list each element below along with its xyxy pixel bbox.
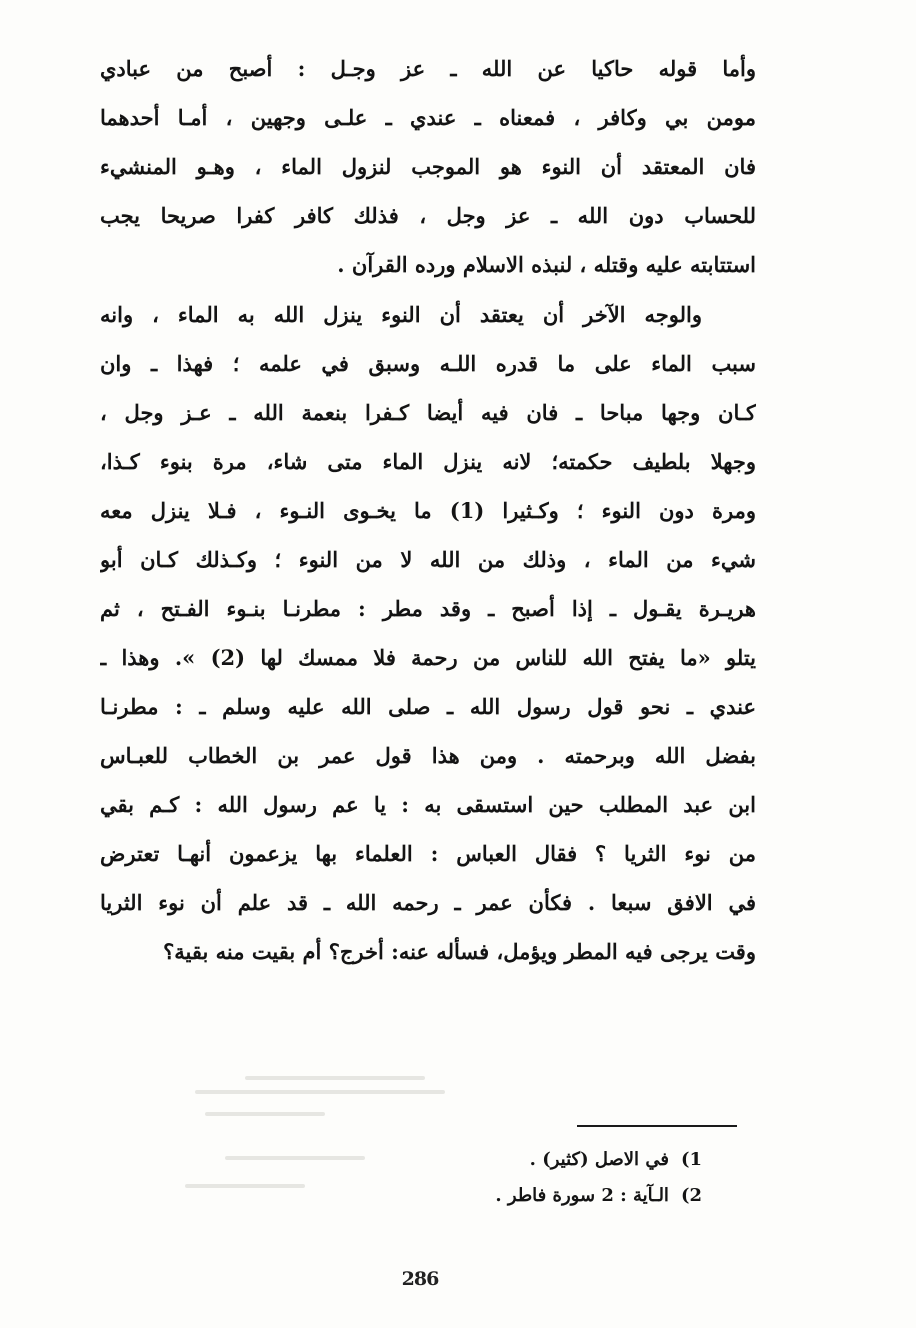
footnote-text: في الاصل (كثير) .: [529, 1149, 669, 1170]
text-line: ابن عبد المطلب حين استسقى به : يا عم رسول الله : كـم بقي: [100, 792, 756, 817]
footnote-number: 1): [680, 1149, 702, 1170]
text-line: سبب الماء على ما قدره اللـه وسبق في علمه ؛ فهذا ـ وان: [100, 351, 756, 376]
text-line: وجهلا بلطيف حكمته؛ لانه ينزل الماء متى شاء، مرة بنوء كـذا،: [100, 449, 756, 474]
text-line: كـان وجها مباحا ـ فان فيه أيضا كـفرا بنعمة الله ـ عـز وجل ،: [100, 400, 756, 425]
text-line: والوجه الآخر أن يعتقد أن النوء ينزل الله به الماء ، وانه: [100, 302, 702, 327]
text-line: وأما قوله حاكيا عن الله ـ عز وجـل : أصبح من عبادي: [100, 56, 756, 81]
text-line: استتابته عليه وقتله ، لنبذه الاسلام ورده القرآن .: [337, 252, 756, 277]
footnote-1: [420, 1142, 702, 1178]
text-line: ومرة دون النوء ؛ وكـثيرا (1) ما يخـوى النـوء ، فـلا ينزل معه: [100, 498, 756, 523]
footnote-text: الـآية : 2 سورة فاطر .: [495, 1185, 669, 1206]
text-line: للحساب دون الله ـ عز وجل ، فذلك كافر كفرا صريحا يجب: [100, 203, 756, 228]
text-line: عندي ـ نحو قول رسول الله ـ صلى الله عليه وسلم ـ : مطرنـا: [100, 694, 756, 719]
text-line: مومن بي وكافر ، فمعناه ـ عندي ـ علـى وجهين ، أمـا أحدهما: [100, 105, 756, 130]
text-line: فان المعتقد أن النوء هو الموجب لنزول الماء ، وهـو المنشيء: [100, 154, 756, 179]
footnote-separator: [577, 1125, 737, 1127]
page-number: 286: [401, 1268, 439, 1290]
footnote-2: [420, 1178, 702, 1214]
text-line: بفضل الله وبرحمته . ومن هذا قول عمر بن الخطاب للعبـاس: [100, 743, 756, 768]
text-line: يتلو «ما يفتح الله للناس من رحمة فلا ممسك لها (2) ». وهذا ـ: [100, 645, 756, 670]
footnotes: [420, 1142, 702, 1214]
text-line: من نوء الثريا ؟ فقال العباس : العلماء بها يزعمون أنهـا تعترض: [100, 841, 756, 866]
text-line: هريـرة يقـول ـ إذا أصبح ـ وقد مطر : مطرنـا بنـوء الفـتح ، ثم: [100, 596, 756, 621]
text-line: في الافق سبعا . فكأن عمر ـ رحمه الله ـ قد علم أن نوء الثريا: [100, 890, 756, 915]
paragraph-2: [100, 290, 756, 976]
text-line: شيء من الماء ، وذلك من الله لا من النوء ؛ وكـذلك كـان أبو: [100, 547, 756, 572]
footnote-number: 2): [680, 1185, 702, 1206]
paragraph-1: [100, 44, 756, 289]
text-line: وقت يرجى فيه المطر ويؤمل، فسأله عنه: أخرج؟ أم بقيت منه بقية؟: [163, 939, 756, 964]
